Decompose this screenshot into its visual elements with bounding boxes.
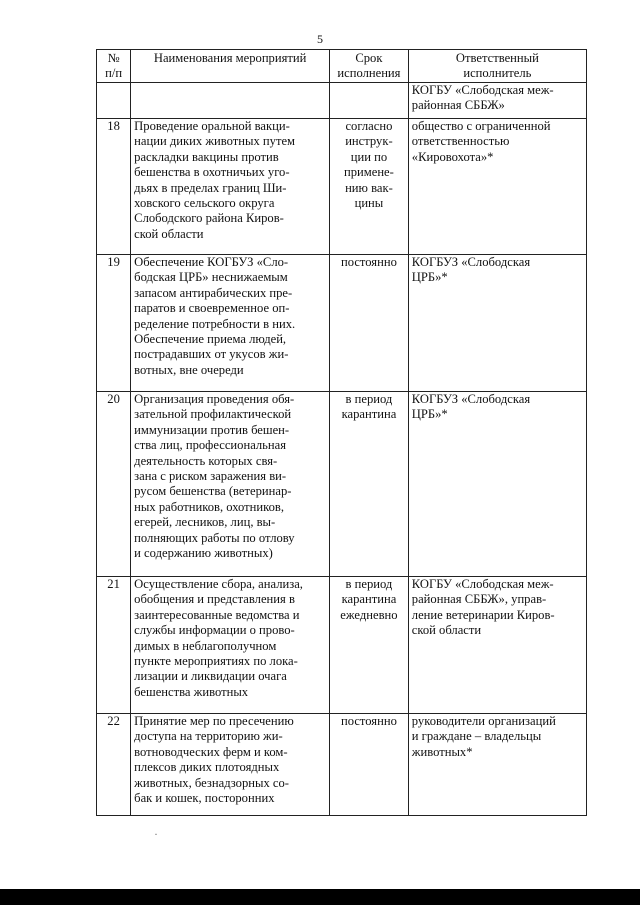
row-number-cell: 18 <box>97 119 131 255</box>
table-row <box>97 392 587 577</box>
row-term-cell: согласно инструк- ции по примене- нию вак- цины <box>330 119 409 255</box>
row-term-cell: в период карантина ежедневно <box>330 577 409 714</box>
header-responsible: Ответственный исполнитель <box>408 50 586 83</box>
row-name-cell: Проведение оральной вакци- нации диких животных путем раскладки вакцины против бешенства в охотничьих уго- дьях в пределах границ Ши- ховского сельского округа Слободского района Киров- ской области <box>131 119 330 255</box>
scan-bottom-edge <box>0 889 640 905</box>
header-name: Наименования мероприятий <box>131 50 330 83</box>
row-responsible-cell: КОГБУЗ «Слободская ЦРБ»* <box>408 392 586 577</box>
row-term-cell: в период карантина <box>330 392 409 577</box>
row-responsible-cell: КОГБУ «Слободская меж- районная СББЖ» <box>408 83 586 119</box>
table-row <box>97 714 587 816</box>
page-number: 5 <box>317 32 323 46</box>
header-term: Срок исполнения <box>330 50 409 83</box>
table-row <box>97 119 587 255</box>
table-row <box>97 577 587 714</box>
table-header-row <box>97 50 587 83</box>
row-responsible-cell: КОГБУЗ «Слободская ЦРБ»* <box>408 255 586 392</box>
row-responsible-cell: руководители организаций и граждане – владельцы животных* <box>408 714 586 816</box>
row-name-cell: Принятие мер по пресечению доступа на территорию жи- вотноводческих ферм и ком- плексов диких плотоядных животных, безнадзорных со- бак и кошек, посторонних <box>131 714 330 816</box>
measures-table <box>96 49 587 816</box>
row-name-cell: Осуществление сбора, анализа, обобщения и представления в заинтересованные ведомства и службы информации о прово- димых в неблагополучном пункте мероприятиях по лока- лизации и ликвидации очага бешенства животных <box>131 577 330 714</box>
table-row <box>97 83 587 119</box>
row-number-cell: 20 <box>97 392 131 577</box>
row-name-cell <box>131 83 330 119</box>
row-number-cell: 19 <box>97 255 131 392</box>
row-number-cell: 21 <box>97 577 131 714</box>
row-term-cell: постоянно <box>330 714 409 816</box>
row-responsible-cell: КОГБУ «Слободская меж- районная СББЖ», управ- ление ветеринарии Киров- ской области <box>408 577 586 714</box>
row-number-cell: 22 <box>97 714 131 816</box>
row-name-cell: Организация проведения обя- зательной профилактической иммунизации против бешен- ства лиц, профессиональная деятельность которых свя- зана с риском заражения ви- русом бешенства (ветеринар- ных работников, охотников, егерей, лесников, лиц, вы- полняющих работы по отлову и содержанию животных) <box>131 392 330 577</box>
row-responsible-cell: общество с ограниченной ответственностью «Кировохота»* <box>408 119 586 255</box>
row-name-cell: Обеспечение КОГБУЗ «Сло- бодская ЦРБ» неснижаемым запасом антирабических пре- паратов и своевременное оп- ределение потребности в них. Обеспечение приема людей, пострадавших от укусов жи- вотных, вне очереди <box>131 255 330 392</box>
row-term-cell <box>330 83 409 119</box>
row-term-cell: постоянно <box>330 255 409 392</box>
table-row <box>97 255 587 392</box>
scan-speck: · <box>154 827 158 841</box>
row-number-cell <box>97 83 131 119</box>
header-num: № п/п <box>97 50 131 83</box>
